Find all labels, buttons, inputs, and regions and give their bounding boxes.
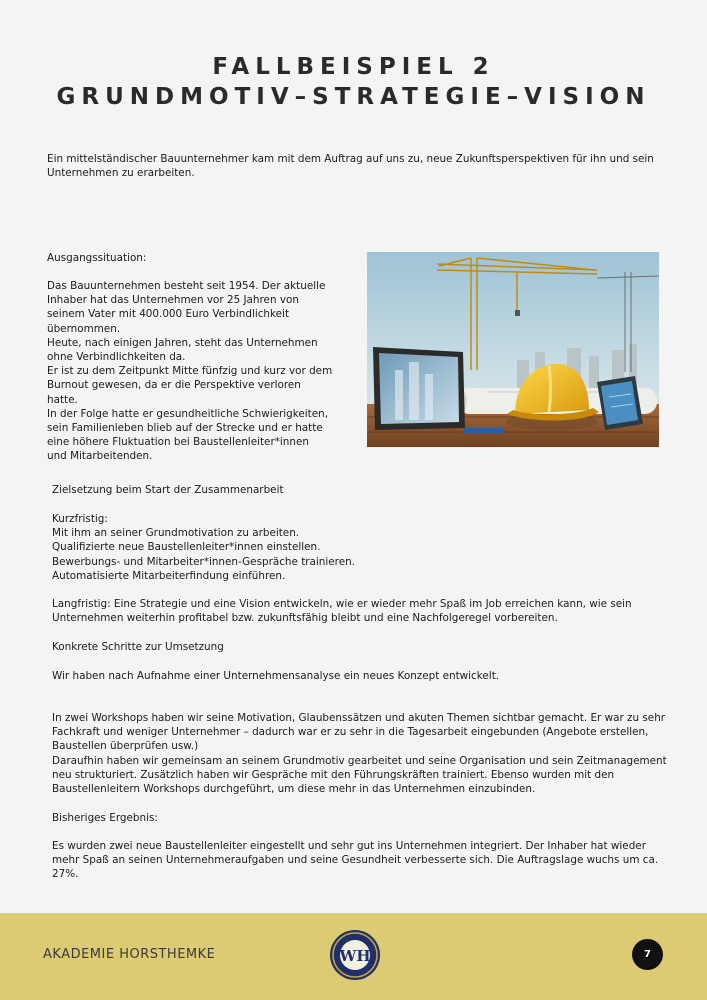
situation-text: Das Bauunternehmen besteht seit 1954. Der aktuelle Inhaber hat das Unternehmen vor 25 Jahren von seinem Vater mit 400.000 Euro Verbindlichkeit übernommen. Heute, nach einigen Jahren, steht das Unternehmen ohne Verbindlichkeiten da. Er ist zu dem Zeitpunkt Mitte fünfzig und kurz vor dem Burnout gewesen, da er die Perspektive verloren hatte. In der Folge hatte er gesundheitliche Schwierigkeiten, sein Familienleben blieb auf der Strecke und er hatte eine höhere Fluktuation bei Baustellenleiter*innen und Mitarbeitenden.: [47, 280, 333, 463]
page-title: FALLBEISPIEL 2: [212, 54, 495, 80]
result-text: Es wurden zwei neue Baustellenleiter eingestellt und sehr gut ins Unternehmen integriert. Der Inhaber hat wieder mehr Spaß an seinen Unternehmeraufgaben und seine Gesundheit verbesserte sich. Die Auftragslage wuchs um ca. 27%.: [52, 840, 659, 881]
steps-intro: Wir haben nach Aufnahme einer Unternehmensanalyse ein neues Konzept entwickelt.: [52, 670, 500, 682]
long-term-goals: Langfristig: Eine Strategie und eine Vision entwickeln, wie er wieder mehr Spaß im Job erreichen kann, wie sein Unternehmen weiterhin profitabel bzw. zukunftsfähig bleibt und eine Nachfolgeregel vorbereiten.: [52, 598, 632, 625]
workshops-text: In zwei Workshops haben wir seine Motivation, Glaubenssätzen und akuten Themen sichtbar gemacht. Er war zu sehr Fachkraft und weniger Unternehmer – dadurch war er zu sehr in die Tagesarbeit eingebunden (Angebote erstellen, Baustellen überprüfen usw.) Daraufhin haben wir gemeinsam an seinem Grundmotiv gearbeitet und seine Organisation und sein Zeitmanagement neu strukturiert. Zusätzlich haben wir Gespräche mit den Führungskräften trainiert. Ebenso wurden mit den Baustellenleitern Workshops durchgeführt, um diese mehr in das Unternehmen einzubinden.: [52, 712, 667, 796]
academy-logo: [329, 929, 381, 981]
situation-heading: Ausgangssituation:: [47, 252, 147, 264]
page-number-badge: 7: [632, 939, 663, 970]
page-subtitle: GRUNDMOTIV–STRATEGIE–VISION: [56, 84, 651, 110]
construction-photo: [367, 252, 659, 447]
result-heading: Bisheriges Ergebnis:: [52, 812, 158, 824]
footer-brand: AKADEMIE HORSTHEMKE: [43, 947, 216, 962]
short-term-goals: Kurzfristig: Mit ihm an seiner Grundmotivation zu arbeiten. Qualifizierte neue Baustellenleiter*innen einstellen. Bewerbungs- und Mitarbeiter*innen-Gespräche trainieren. Automatisierte Mitarbeiterfindung einführen.: [52, 513, 355, 582]
goals-heading: Zielsetzung beim Start der Zusammenarbeit: [52, 484, 284, 496]
steps-heading: Konkrete Schritte zur Umsetzung: [52, 641, 224, 653]
intro-paragraph: Ein mittelständischer Bauunternehmer kam mit dem Auftrag auf uns zu, neue Zukunftsperspektiven für ihn und sein Unternehmen zu erarbeiten.: [47, 153, 654, 180]
logo-initials: WH: [339, 947, 371, 965]
